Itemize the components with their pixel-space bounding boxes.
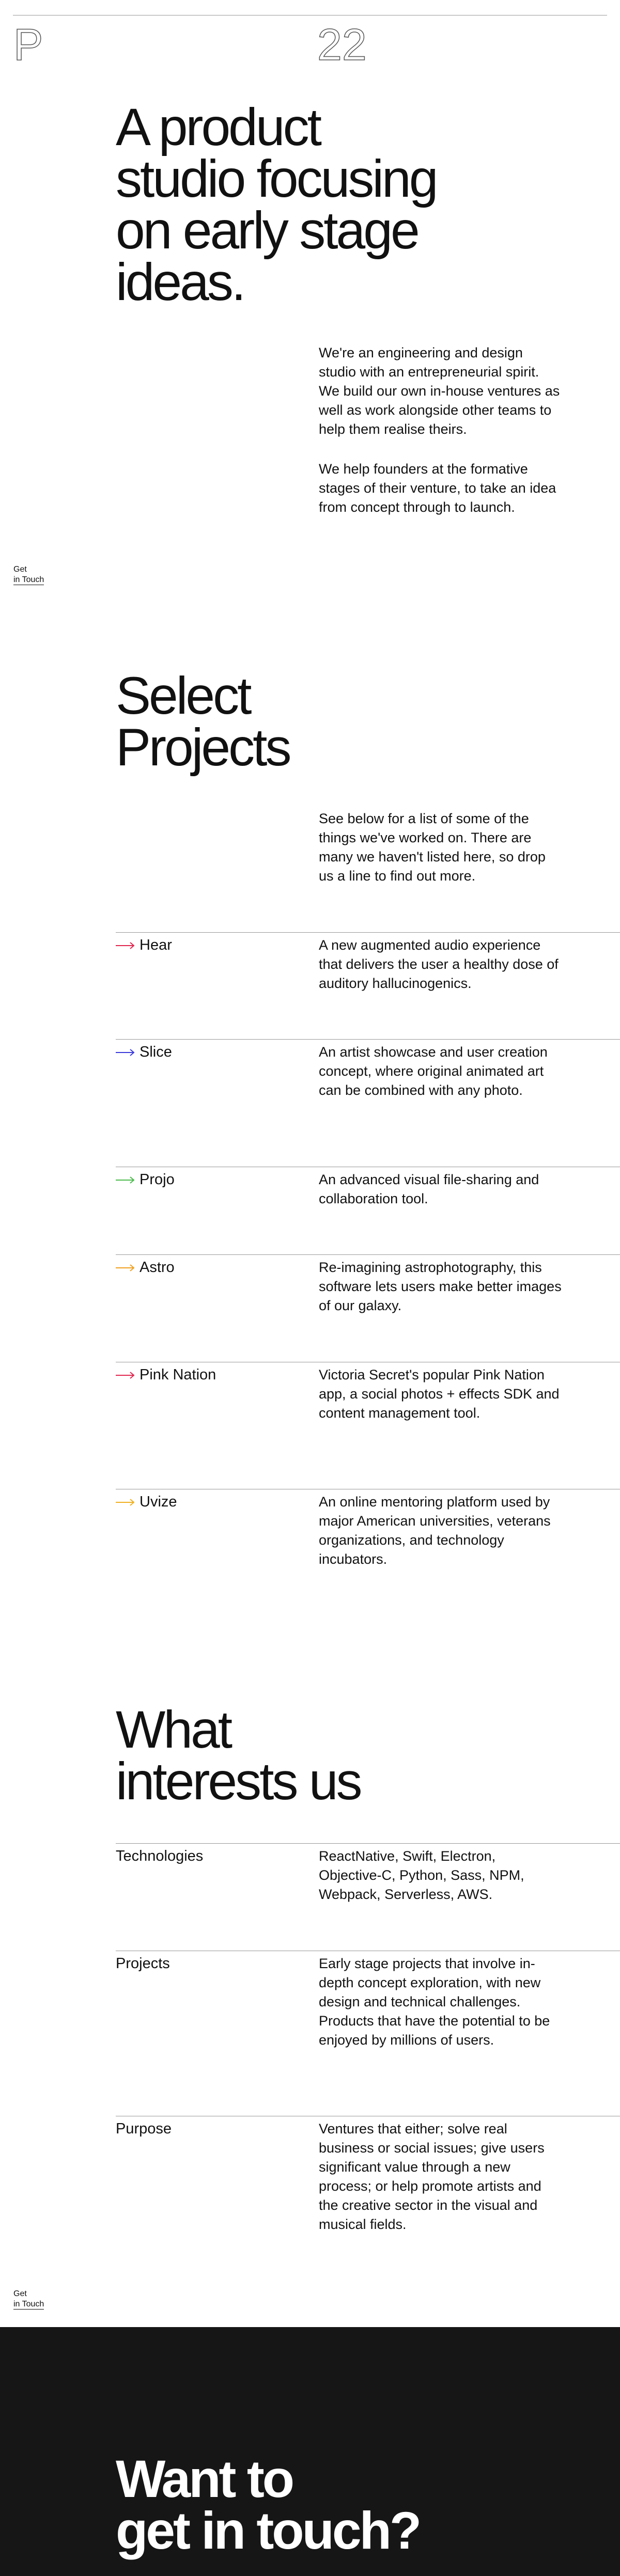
projects-intro: See below for a list of some of the things we've worked on. There are many we haven't listed here, so drop us a line to find out more. <box>319 811 546 884</box>
interest-name: Purpose <box>116 2121 172 2137</box>
project-description: Re-imagining astrophotography, this software lets users make better images of our galaxy. <box>319 1260 562 1313</box>
arrow-right-icon <box>116 1049 135 1056</box>
interest-description: Early stage projects that involve in-depth concept exploration, with new design and technical challenges. Products that have the potential to be enjoyed by millions of users. <box>319 1956 550 2048</box>
contact-title-line: get in touch? <box>116 2501 420 2560</box>
project-name: Uvize <box>140 1494 177 1510</box>
project-link-projo[interactable] <box>116 1170 175 1189</box>
interest-description: Ventures that either; solve real business or social issues; give users significant value through a new process; or help promote artists and the creative sector in the visual and musical fields. <box>319 2121 545 2232</box>
project-name: Hear <box>140 937 172 953</box>
arrow-right-icon <box>116 942 135 949</box>
interest-description: ReactNative, Swift, Electron, Objective-C, Python, Sass, NPM, Webpack, Serverless, AWS. <box>319 1848 524 1902</box>
get-in-touch-link[interactable] <box>13 2289 44 2310</box>
project-name: Slice <box>140 1044 172 1060</box>
row-divider <box>116 1039 620 1040</box>
hero-title <box>116 98 437 311</box>
arrow-right-icon <box>116 1499 135 1506</box>
project-name: Pink Nation <box>140 1366 216 1383</box>
logo-number[interactable]: 22 <box>317 20 367 70</box>
arrow-right-icon <box>116 1372 135 1379</box>
project-link-astro[interactable] <box>116 1258 175 1277</box>
arrow-right-icon <box>116 1264 135 1271</box>
cta-line: Get <box>13 2289 27 2298</box>
project-description: An online mentoring platform used by major American universities, veterans organizations, and technology incubators. <box>319 1494 551 1567</box>
projects-title <box>116 666 290 777</box>
hero-paragraph: We're an engineering and design studio with an entrepreneurial spirit. We build our own in-house ventures as well as work alongside other teams to help them realise theirs. <box>319 345 560 437</box>
hero-paragraph: We help founders at the formative stages of their venture, to take an idea from concept through to launch. <box>319 461 556 515</box>
project-link-uvize[interactable] <box>116 1493 177 1512</box>
contact-title <box>116 2449 420 2560</box>
row-divider <box>116 1254 620 1255</box>
project-link-slice[interactable] <box>116 1043 172 1062</box>
interests-title-line: interests us <box>116 1752 361 1811</box>
project-name: Astro <box>140 1259 175 1276</box>
project-description: A new augmented audio experience that delivers the user a healthy dose of auditory hallucinogenics. <box>319 937 559 991</box>
hero-title-line: A product <box>116 98 320 156</box>
interest-name: Technologies <box>116 1848 204 1864</box>
cta-line: in Touch <box>13 575 44 584</box>
projects-title-line: Projects <box>116 718 290 777</box>
interests-title-line: What <box>116 1700 231 1759</box>
row-divider <box>116 1843 620 1844</box>
cta-line: in Touch <box>13 2300 44 2308</box>
projects-title-line: Select <box>116 666 250 725</box>
hero-title-line: studio focusing <box>116 149 437 208</box>
project-link-hear[interactable] <box>116 936 172 955</box>
hero-title-line: on early stage <box>116 201 418 260</box>
get-in-touch-link[interactable] <box>13 564 44 585</box>
project-name: Projo <box>140 1171 175 1188</box>
arrow-right-icon <box>116 1176 135 1184</box>
contact-title-line: Want to <box>116 2449 293 2508</box>
cta-line: Get <box>13 565 27 574</box>
project-description: An advanced visual file-sharing and collaboration tool. <box>319 1172 539 1206</box>
project-description: Victoria Secret's popular Pink Nation app, a social photos + effects SDK and content management tool. <box>319 1367 560 1421</box>
project-description: An artist showcase and user creation concept, where original animated art can be combined with any photo. <box>319 1044 548 1098</box>
interest-name: Projects <box>116 1955 170 1972</box>
hero-title-line: ideas. <box>116 253 244 311</box>
interests-title <box>116 1700 361 1811</box>
logo-letter[interactable]: P <box>13 20 42 70</box>
project-link-pink-nation[interactable] <box>116 1365 216 1385</box>
row-divider <box>116 932 620 933</box>
